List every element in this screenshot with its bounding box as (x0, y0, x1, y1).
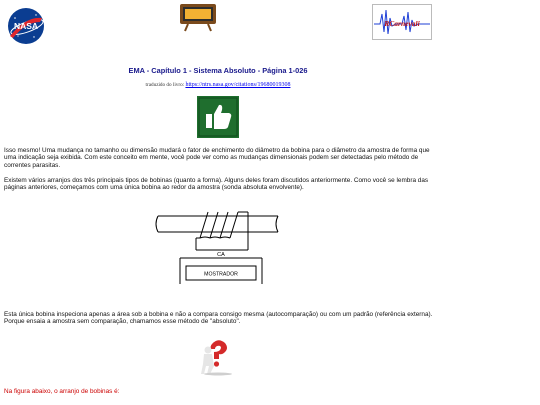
source-link[interactable]: https://ntrs.nasa.gov/citations/19680019308 (185, 82, 291, 88)
absolute-coil-diagram (152, 206, 286, 288)
paragraph-3: Esta única bobina inspeciona apenas a área sob a bobina e não a compara consigo mesma (autocomparação) ou com um padrão (referência externa). Porque ensaia a amostra sem comparação, chamamos esse método de "absoluto". (4, 311, 433, 326)
rcarnevali-logo (372, 4, 432, 40)
thumbs-up-icon (197, 96, 239, 138)
source-line (0, 82, 436, 88)
red-note: Na figura abaixo, o arranjo de bobinas é: (4, 388, 120, 395)
thinking-person-icon (198, 336, 238, 376)
svg-text:RCarnevali: RCarnevali (384, 19, 420, 28)
specimen-rod (156, 216, 278, 232)
easel-icon (176, 2, 220, 32)
paragraph-1: Isso mesmo! Uma mudança no tamanho ou dimensão mudará o fator de enchimento do diâmetro da bobina para o diâmetro da amostra de forma que uma indicação seja exibida. Com este conceito em mente, você pode ver como as mudanças dimensionais podem ser detectadas pelo método de correntes parasitas. (4, 147, 430, 169)
nasa-logo (6, 6, 46, 46)
display-label: MOSTRADOR (204, 271, 238, 278)
ca-label: CA (217, 252, 225, 258)
source-label: traduzido do livro: (145, 82, 185, 88)
page-title: EMA - Capítulo 1 - Sistema Absoluto - Página 1-026 (128, 66, 308, 75)
svg-text:NASA: NASA (13, 21, 39, 31)
paragraph-2: Existem vários arranjos dos três principais tipos de bobinas (quanto a forma). Alguns deles foram discutidos anteriormente. Como você se lembra das páginas anteriores, começamos com uma única bobina ao redor da amostra (sonda absoluta envolvente). (4, 177, 429, 192)
